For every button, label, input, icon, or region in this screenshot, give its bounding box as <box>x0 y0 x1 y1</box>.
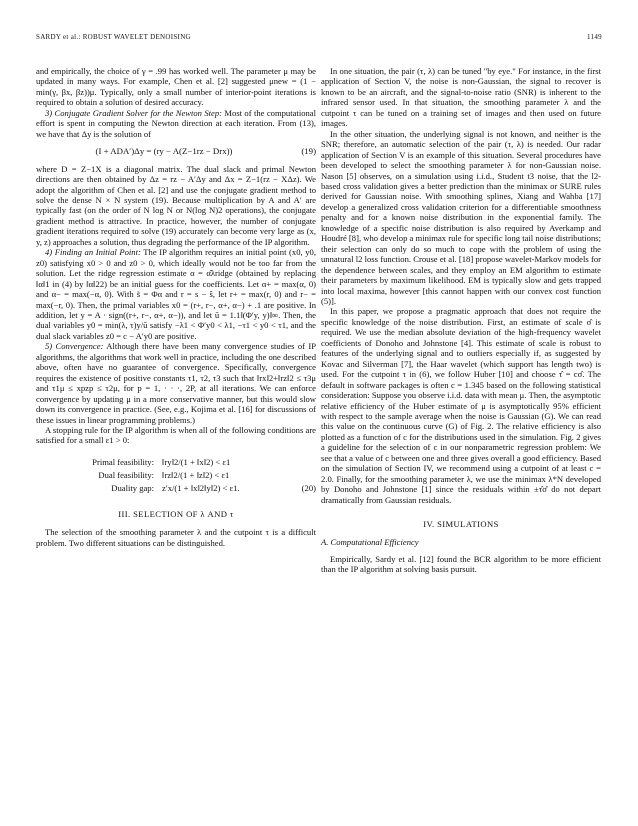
equation-number <box>292 456 316 469</box>
stopping-conditions <box>36 456 316 495</box>
paragraph: 3) Conjugate Gradient Solver for the Newton Step: Most of the computational effort is spent in computing the Newton direction at each iteration. From (13), we have that Δy is the solution of <box>36 107 316 139</box>
section-heading: III. SELECTION OF λ AND τ <box>118 508 234 519</box>
subsection-heading: A. Computational Efficiency <box>321 537 419 548</box>
subsection-heading: 3) Conjugate Gradient Solver for the Newton Step: <box>45 107 223 118</box>
equation-19 <box>36 146 316 156</box>
condition-label: Primal feasibility: <box>92 456 154 467</box>
paragraph: In the other situation, the underlying signal is not known, and neither is the SNR; therefore, an automatic selection of the pair (τ, λ) is needed. Our radar application of Section V is an example of this situation. Several procedures have been developed to select the smoothing parameter λ for non-Gaussian noise. Nason [5] observes, on a simulation using i.i.d., Student t3 noise, that the l2-based cross validation gives a better prediction than the minimax or SURE rules derived for Gaussian noise. With smoothing splines, Xiang and Wahba [17] develop a generalized cross validation criterion for a differentiable smoothness penalty and for a known noise distribution in the exponential family. The knowledge of a specific noise distribution is also required by Averkamp and Houdré [8], who develop a minimax rule for specific long tail noise distributions; their selection can only do so much to cope with the problem of using the unnatural l2 loss function. Crouse et al. [18] propose wavelet-Markov models for the dependence between scales, and they employ an EM algorithm to estimate their parameters by maximum likelihood. EM is typically slow and gets trapped into local maxima, however [this cannot happen with our convex cost function (5)]. <box>321 128 601 306</box>
running-title: SARDY et al.: ROBUST WAVELET DENOISING <box>36 33 191 41</box>
right-column <box>321 66 601 575</box>
paragraph: where D = Z−1X is a diagonal matrix. The dual slack and primal Newton directions are then obtained by Δz = rz − A′Δy and Δx = Z−1(rz − XΔz). We adopt the algorithm of Chen et al. [2] and use the conjugate gradient method to solve the dense N × N system (19). Because multiplication by A and A′ are typically fast (on the order of N log N or N(log N)2 operations), the conjugate gradient method is attractive. In practice, however, the number of conjugate gradient iterations required to solve (19) accurately can become very large as (x, y, z) approaches a solution, thus degrading the performance of the IP algorithm. <box>36 163 316 247</box>
paragraph: Empirically, Sardy et al. [12] found the BCR algorithm to be more efficient than the IP algorithm at solving basis pursuit. <box>321 553 601 575</box>
equation-number: (19) <box>301 146 316 157</box>
subsection-heading: 4) Finding an Initial Point: <box>45 247 141 258</box>
subsection-heading: 5) Convergence: <box>45 341 104 352</box>
left-column <box>36 66 316 548</box>
page-header <box>36 33 602 45</box>
condition-row <box>36 469 316 482</box>
condition-label: Dual feasibility: <box>98 469 154 480</box>
condition-label: Duality gap: <box>111 482 154 493</box>
paragraph: A stopping rule for the IP algorithm is when all of the following conditions are satisfied for a small ε1 > 0: <box>36 424 316 446</box>
paragraph: In one situation, the pair (τ, λ) can be tuned "by eye." For instance, in the first application of Section V, the noise is non-Gaussian, the signal to recover is known to be an aircraft, and the signal-to-noise ratio (SNR) is inherent to the infrared sensor used. In that situation, the smoothing parameter λ and the cutpoint τ can be tuned on a training set of images and then used on future images. <box>321 66 601 129</box>
equation-number <box>292 469 316 482</box>
condition-formula: z′x/(1 + ‖x‖2‖y‖2) < ε1. <box>162 482 240 493</box>
paragraph: 4) Finding an Initial Point: The IP algorithm requires an initial point (x0, y0, z0) satisfying x0 > 0 and z0 > 0, which ideally would not be too far from the solution. Let the ridge regression estimate α = α̂λridge (obtained by replacing ‖α‖1 in (4) by ‖α‖22) be an initial guess for the coefficients. Let α+ = max(α, 0) and α− = max(−α, 0). With s̃ = Φα and r = s − ŝ, let r+ = max(r, 0) and r− = max(−r, 0). Then, the primal variables x0 = (r+, r−, α+, α−) + .1 are positive. In addition, let y = A · sign((r+, r−, α+, α−)), and let ū = 1.1‖(Φ′y, y)‖∞. Then, the dual variables y0 = min(λ, τ)y/ū satisfy −λ1 < Φ′y0 < λ1, −τ1 < y0 < τ1, and the dual slack variables z0 = c − A′y0 are positive. <box>36 247 316 341</box>
equation-number: (20) <box>301 482 316 493</box>
paragraph: and empirically, the choice of γ = .99 has worked well. The parameter μ may be updated in many ways. For example, Chen et al. [2] suggested μnew = (1 − min(γ, βx, βz))μ. Typically, only a small number of interior-point iterations is required to obtain a solution of desired accuracy. <box>36 66 316 108</box>
condition-row <box>36 456 316 469</box>
paragraph: In this paper, we propose a pragmatic approach that does not require the specific knowledge of the noise distribution. First, an estimate of scale σ̂ is required. We use the median absolute deviation of the high-frequency wavelet coefficients of Donoho and Johnstone [4]. This estimate of scale is robust to features of the underlying signal and to outliers especially if, as suggested by Kovac and Silverman [7], the Haar wavelet (which support has length two) is used. For the cutpoint τ in (6), we follow Huber [10] and choose τ̂ = cσ̂. The default in software packages is often c = 1.345 based on the following statistical consideration: Suppose you observe i.i.d. data with mean μ. Then, the asymptotic relative efficiency of the Huber estimate of μ is asymptotically 95% efficient with respect to the sample average when the noise is Gaussian (G). We can read this value on the continuous curve (G) of Fig. 2. The relative efficiency is also plotted as a function of c for the distributions used in the simulation. Fig. 2 gives a guideline for the selection of c in our nonparametric regression problem: We see that a value of c between one and three gives overall a good efficiency. Based on the simulation of Section IV, we recommend using a cutpoint of at least c = 2.0. Finally, for the smoothing parameter λ, we use the minimax λ*N developed by Donoho and Johnstone [1] since the residuals within ±τ̂σ̂ do not depart dramatically from Gaussian residuals. <box>321 306 601 505</box>
page-number: 1149 <box>587 33 602 41</box>
condition-formula: ‖rz‖2/(1 + ‖z‖2) < ε1 <box>162 469 230 480</box>
condition-formula: ‖ry‖2/(1 + ‖x‖2) < ε1 <box>162 456 231 467</box>
paragraph: The selection of the smoothing parameter λ and the cutpoint τ is a difficult problem. Two different situations can be distinguished. <box>36 527 316 548</box>
condition-row <box>36 482 316 495</box>
paragraph: 5) Convergence: Although there have been many convergence studies of IP algorithms, the algorithms that work well in practice, including the one described above, often have no guarantee of convergence. Specifically, convergence requires the existence of positive constants τ1, τ2, τ3 such that ‖rx‖2+‖rz‖2 ≤ τ3μ and τ1μ ≤ xpzp ≤ τ2μ, for p = 1, · · ·, 2P, at all iterations. We can enforce convergence by updating μ in a more conservative manner, but this would slow down its convergence in practice. (See, e.g., Kojima et al. [16] for discussions of these issues in linear programming problems.) <box>36 341 316 425</box>
equation-body: (I + ADA′)Δy = (ry − A(Z−1rz − Drx)) <box>95 146 233 157</box>
section-heading: IV. SIMULATIONS <box>423 519 499 530</box>
